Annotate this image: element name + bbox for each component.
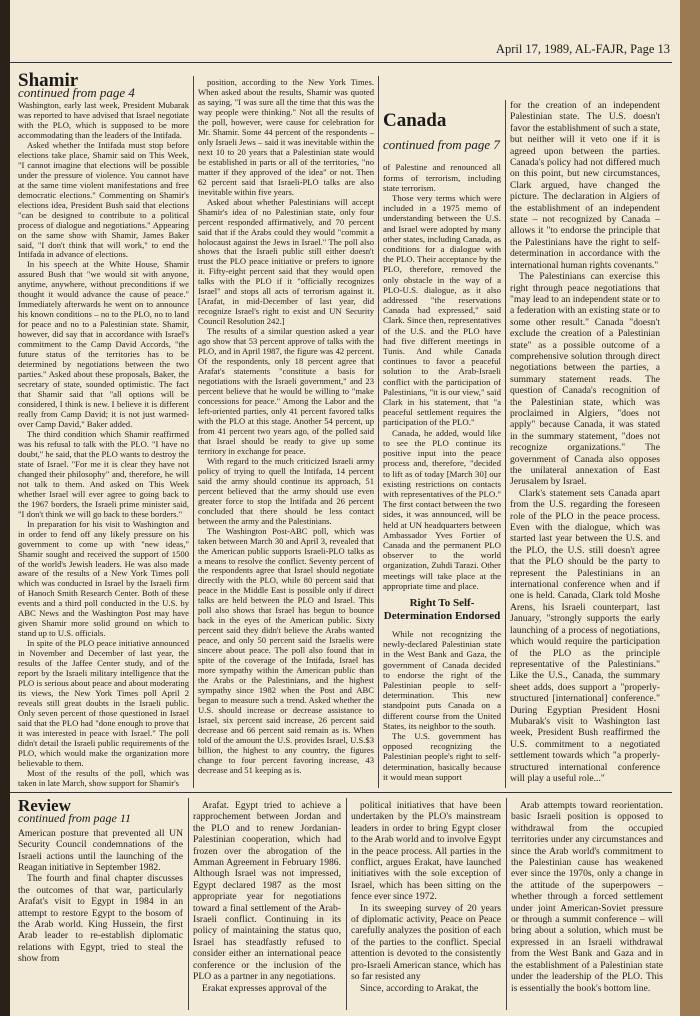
paragraph: American posture that prevented all UN Security Council condemnations of the Israeli actions until the launching of the Reagan initiative in September 1982. (18, 827, 183, 874)
paragraph: Canada, he added, would like to see the PLO continue its positive input into the peace process and, therefore, "decided to lift as of today [March 30] our existing restrictions on contacts with representatives of the PLO." The first contact between the two sides, it was announced, will be held at UN headquarters between Ambassador Yves Fortier of Canada and the permanent PLO observer to the world organization, Zuhdi Tarazi. Other meetings will take place at the appropriate time and place. (383, 427, 501, 591)
paragraph: In preparation for his visit to Washington and in order to fend off any likely pressure on his government to come up with "new ideas," Shamir sought and received the support of 1500 of the world's Jewish leaders. He was also made aware of the results of a New York Times poll which was conducted in Israel by the Israeli firm of Hanoch Smith Research Center. Both of these events and a third poll conducted in the U.S. by ABC News and the Washington Post may have given Shamir more solid ground on which to stand up to U.S. officials. (18, 518, 189, 639)
canada-continued: continued from page 7 (383, 137, 500, 153)
paragraph: In his speech at the White House, Shamir assured Bush that "we would sit with anyone, anytime, anywhere, without preconditions if we thought it would advance the cause of peace." Immediately afterwards he went on to announce his known conditions – no to the PLO, no to land for peace and no to a Palestinian state. Shamir, however, did say that in accordance with Israel's commitment to the Camp David Accords, "the future status of the territories has to be determined by negotiations between the two parties." Asked about these proposals, Baker, the secretary of state, sounded optimistic. The fact that Shamir said that "all options will be considered, I think is new. I believe it is different really from Camp David; it is not just warmed-over Camp David," Baker added. (18, 259, 189, 429)
column-rule (188, 798, 189, 1010)
paragraph: Most of the results of the poll, which was taken in late March, show support for Shamir's (18, 767, 189, 788)
paragraph: political initiatives that have been undertaken by the PLO's mainstream leaders in order to bring Egypt closer to the Arab world and to involve Egypt in the peace process. All parties in the conflict, argues Erakat, have launched initiatives with the sole exception of Israel, which has been sitting on the fence ever since 1972. (351, 800, 502, 903)
review-column-2 (193, 800, 341, 1010)
paragraph: While not recognizing the newly-declared Palestinian state in the West Bank and Gaza, the government of Canada decided to endorse the right of the Palestinian people to self-determination. This new standpoint puts Canada on a different course from the United States, its neighbor to the south. (383, 628, 501, 731)
paragraph: The U.S. government has opposed recognizing the Palestinian people's right to self-determination, basically because it would mean support (383, 730, 501, 782)
paragraph: Arab attempts toward reorientation. basic Israeli position is opposed to withdrawal from the occupied territories under any circumstances and since the Arab world's commitment to the Palestinian cause has weakened ever since the 1970s, only a change in the attitude of the superpowers – whether through a forced settlement under joint American-Soviet pressure or through a summit conference – will bring about a solution, which must be expressed in an Israeli withdrawal from the West Bank and Gaza and in the establishment of a Palestinian state under the leadership of the PLO. This is essentially the book's bottom line. (511, 800, 663, 994)
column-rule (378, 76, 379, 788)
column-rule (193, 76, 194, 788)
paragraph: The Palestinians can exercise this right through peace negotiations that "may lead to an independent state or to a federation with an existing state or to some other result." Canada "doesn't exclude the creation of a Palestinian state" as a possible outcome of a comprehensive solution through direct negotiations between the parties, a summary statement reads. The question of Canada's recognition of the Palestinian state, which was proclaimed in Algiers, "does not apply" because Canada, it was stated in the summary statement, "does not recognize organizations." The government of Canada also opposes the unilateral annexation of East Jerusalem by Israel. (510, 271, 660, 488)
shamir-continued: continued from page 4 (18, 84, 135, 100)
header-rule (10, 62, 672, 63)
paragraph: In its sweeping survey of 20 years of diplomatic activity, Peace on Peace carefully analyzes the position of each of the parties to the conflict. Special attention is devoted to the consistently pro-Israeli American stance, which has so far resisted any (351, 902, 501, 983)
review-column-1 (18, 796, 183, 1010)
page-edge (680, 0, 700, 1016)
paragraph: Those very terms which were included in a 1975 memo of understanding between the U.S. and Israel were adopted by many other states, including Canada, as conditions for a dialogue with the PLO. Their acceptance by the PLO, therefore, removed the only obstacle in the way of a PLO-U.S. dialogue, as it also addressed "the reservations Canada had expressed," said Clark. Since then, representatives of the U.S. and the PLO have had five different meetings in Tunis. And while Canada continues to favor a peaceful solution to the Arab-Israeli conflict with the participation of Palestinians, "it is our view," said Clark in his statement, that "a peaceful settlement requires the participation of the PLO." (383, 193, 501, 428)
book-spine (0, 0, 10, 1016)
paragraph: Erakat expresses approval of the (202, 982, 327, 994)
paragraph: Asked about whether Palestinians will accept Shamir's idea of no Palestinian state, only four percent responded affirmatively, and 70 percent said that if the Arabs could they would "commit a holocaust against the Jews in Israel." The poll also shows that the Israeli public still either doesn't trust the PLO peace initiative or prefers to ignore it. Fifty-eight percent said that they would open talks with the PLO if it "officially recognizes Israel" and stops all acts of terrorism against it. [Arafat, in mid-December of last year, did recognize Israel's right to exist and UN Security Council Resolution 242.] (198, 196, 374, 327)
paragraph: The results of a similar question asked a year ago show that 53 percent approve of talks with the PLO, and in April 1987, the figure was 42 percent. Of the respondents, only 18 percent agree that Arafat's statements "constitute a basis for negotiations with the Israeli government," and 23 percent believe that he would be willing to "make concessions for peace." Among the Labor and the left-oriented parties, only 41 percent favored talks with the PLO at this stage. Another 54 percent, up from 41 percent two years ago, of the polled said that Israel should be ready to give up some territory in exchange for peace. (198, 326, 374, 456)
review-column-4 (511, 800, 663, 1010)
column-rule (505, 100, 506, 788)
paragraph: Asked whether the Intifada must stop before elections take place, Shamir said on This Week, "I cannot imagine that elections will be possible under the pressure of violence. You cannot have at the same time violent manifestations and free democratic elections." Commenting on Shamir's elections idea, President Bush said that elections "can be designed to contribute to a political process of dialogue and negotiations." Appearing on the same show with Shamir, James Baker said, "I don't think that will work," to end the Intifada in advance of elections. (18, 139, 189, 260)
column-rule (506, 798, 507, 1010)
canada-column-2 (510, 100, 660, 788)
column-rule (346, 798, 347, 1010)
section-rule (10, 792, 672, 793)
paragraph: Arafat. Egypt tried to achieve a rapprochement between Jordan and the PLO and to renew Jordanian-Palestinian cooperation, which had frozen over the abrogation of the Amman Agreement in February 1986. Although Israel was not impressed, Egypt declared 1987 as the most appropriate year for negotiations toward a final settlement of the Arab-Israeli conflict. Continuing in its policy of maintaining the status quo, Israel has steadfastly refused to consider either an international peace conference or the inclusion of the PLO as a partner in any negotiations. (193, 800, 341, 983)
shamir-headline: Shamir (18, 70, 79, 91)
review-continued: continued from page 11 (18, 811, 131, 826)
running-head: April 17, 1989, AL-FAJR, Page 13 (495, 42, 670, 56)
shamir-column-1 (18, 70, 189, 788)
paragraph: Clark's statement sets Canada apart from the U.S. regarding the foreseen role of the PLO in the peace process. Even with the dialogue, which was started last year between the U.S. and the PLO, the U.S. still doesn't agree that the PLO should be the party to represent the Palestinians in an international conference when and if one is held. Canada, Clark told Moshe Arens, his Israeli counterpart, last January, "strongly supports the early launching of a process of negotiations, which would require the participation of the PLO as the principle representative of the Palestinians." Like the U.S., Canada, the summary sheet adds, does support a "properly-structured [international] conference." During Egyptian President Hosni Mubarak's visit to Washington last week, President Bush reaffirmed the U.S. commitment to a negotiated settlement towards which "a properly-structured international conference will play a useful role..." (510, 487, 660, 784)
paragraph: In spite of the PLO peace initiative announced in November and December of last year, the results of the Jaffee Center study, and of the report by the Israeli military intelligence that the PLO is serious about peace and about moderating its views, the New York Times poll April 2 reveals still great doubts in the Israeli public. Only seven percent of those questioned in Israel said that the PLO had "done enough to prove that it was interested in peace with Israel." The poll didn't detail the Israeli public requirements of the PLO, which would make the organization more believable to them. (18, 638, 189, 768)
paragraph: The fourth and final chapter discusses the outcomes of that war, particularly Arafat's visit to Egypt in 1984 in an attempt to restore Egypt to the bosom of the Arab world. King Hussein, the first Arab leader to re-establish diplomatic relations with Egypt, tried to steal the show from (18, 873, 183, 965)
canada-subhead: Right To Self-Determination Endorsed (383, 596, 501, 622)
paragraph: The third condition which Shamir reaffirmed was his refusal to talk with the PLO. "I have no doubt," he said, that the PLO wants to destroy the state of Israel. "For me it is clear they have not changed their philosophy" and, therefore, he will not talk to them. And asked on This Week whether Israel will ever agree to going back to the 1967 borders, the Israeli prime minister said, "I don't think we will go back to these borders." (18, 428, 189, 519)
shamir-column-2 (198, 78, 374, 788)
review-headline: Review (18, 796, 71, 815)
canada-column-1 (383, 110, 501, 788)
canada-headline: Canada (383, 110, 447, 131)
paragraph: With regard to the much criticized Israeli army policy of trying to quell the Intifada, 14 percent said the army should continue its approach, 51 percent believed that the army should use even greater force to stop the Intifada and 26 percent concluded that there should be less contact between the army and the Palestinians. (198, 455, 374, 526)
paragraph: position, according to the New York Times. When asked about the results, Shamir was quoted as saying, "I was sure all the time that this was the way people were thinking." Not all the results of the poll, however, were cause for celebration for Mr. Shamir. Some 44 percent of the respondents – only Israeli Jews – said it was inevitable within the next 10 to 20 years that a Palestinian state would be established in parts or all of the territories, "no matter if they approved of the idea" or not. Then 62 percent said that Israeli-PLO talks are also inevitable within five years. (198, 77, 374, 197)
paragraph: of Palestine and renounced all forms of terrorism, including state terrorism. (383, 162, 501, 193)
paragraph: Washington, early last week, President Mubarak was reported to have advised that Israel negotiate with the PLO, which is supposed to be more accommodating than the leaders of the Intifada. (18, 99, 189, 140)
paragraph: for the creation of an independent Palestinian state. The U.S. doesn't favor the establishment of such a state, but neither will it veto one if it is agreed upon between the parties. Canada's policy had not differed much on this point, but new circumstances, Clark argued, have changed the picture. The declaration in Algiers of the establishment of an independent state – not recognized by Canada – allows it "to endorse the principle that the Palestinians have the right to self-determination in accordance with the international human rights covenants." (510, 100, 660, 271)
paragraph: The Washington Post-ABC poll, which was taken between March 30 and April 3, revealed that the American public supports Israeli-PLO talks as a means to resolve the conflict. Seventy percent of the respondents agree that Israel should negotiate directly with the PLO, while 80 percent said that peace in the Middle East is possible only if direct talks are held between the PLO and Israel. This poll also shows that Israel has begun to bounce back in the eyes of the American public. Sixty percent said they didn't believe the Arabs wanted peace, and only 50 percent said the Israelis were sincere about peace. The poll also found that in spite of the coverage of the Intifada, Israel has more sympathy within the American public than the Arabs or the Palestinians, and the highest sympathy since 1982 when the Post and ABC began to measure such a trend. Asked whether the U.S. should increase or decrease assistance to Israel, six percent said increase, 26 percent said decrease and 66 percent said remain as is. When told of the amount the U.S. provides Israel, U.S.$3 billion, the highest to any country, the figures change to four percent favoring increase, 43 decrease and 51 keeping as is. (198, 525, 374, 775)
review-column-3 (351, 800, 501, 1010)
paragraph: Since, according to Arakat, the (360, 982, 479, 994)
newspaper-page (10, 0, 680, 1016)
